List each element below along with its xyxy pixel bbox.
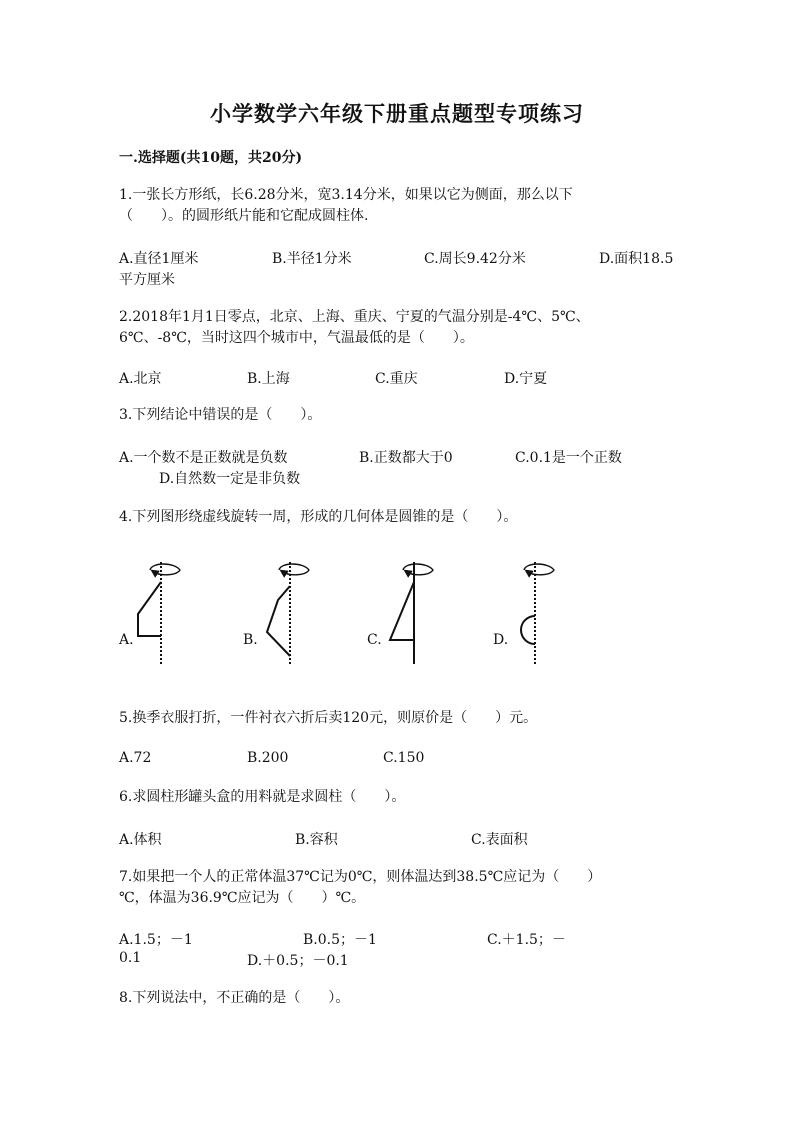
q2-option-c: C.重庆 xyxy=(375,371,418,387)
q1-option-b: B.半径1分米 xyxy=(272,251,352,267)
figure-d-icon xyxy=(521,562,554,664)
q5-option-a: A.72 xyxy=(119,750,152,766)
q3-option-b: B.正数都大于0 xyxy=(359,450,453,466)
q3-option-d: D.自然数一定是非负数 xyxy=(159,471,301,487)
q4-figures xyxy=(110,556,570,668)
q6-option-c: C.表面积 xyxy=(471,832,528,848)
q1-option-d: D.面积18.5 xyxy=(599,251,674,267)
q2-option-d: D.宁夏 xyxy=(504,371,548,387)
q1-option-a: A.直径1厘米 xyxy=(119,251,199,267)
q7-option-a: A.1.5；－1 xyxy=(119,932,193,948)
q6-option-b: B.容积 xyxy=(295,832,338,848)
q5-option-b: B.200 xyxy=(247,750,289,766)
page-title: 小学数学六年级下册重点题型专项练习 xyxy=(210,101,584,126)
q7-option-b: B.0.5；－1 xyxy=(303,932,377,948)
q2-option-b: B.上海 xyxy=(247,371,290,387)
figure-a-icon xyxy=(138,562,180,664)
q2-option-a: A.北京 xyxy=(119,371,162,387)
q7-text-line2: ℃，体温为36.9℃应记为（ ）℃。 xyxy=(119,890,366,906)
q5-option-c: C.150 xyxy=(383,750,425,766)
q2-text-line2: 6℃、-8℃，当时这四个城市中，气温最低的是（ ）。 xyxy=(119,330,474,346)
q5-text-line1: 5.换季衣服打折，一件衬衣六折后卖120元，则原价是（ ）元。 xyxy=(119,710,538,726)
q4-label-b: B. xyxy=(243,632,258,648)
q6-option-a: A.体积 xyxy=(119,832,162,848)
q1-text-line2: （ ）。的圆形纸片能和它配成圆柱体. xyxy=(119,208,369,224)
q1-text-line1: 1.一张长方形纸，长6.28分米，宽3.14分米，如果以它为侧面，那么以下 xyxy=(119,187,573,203)
q4-label-a: A. xyxy=(119,632,134,648)
q2-text-line1: 2.2018年1月1日零点，北京、上海、重庆、宁夏的气温分别是-4℃、5℃、 xyxy=(119,309,590,325)
q3-text-line1: 3.下列结论中错误的是（ ）。 xyxy=(119,407,322,423)
figure-c-icon xyxy=(390,562,433,664)
q3-option-c: C.0.1是一个正数 xyxy=(515,450,622,466)
q4-text-line1: 4.下列图形绕虚线旋转一周，形成的几何体是圆锥的是（ ）。 xyxy=(119,509,518,525)
q8-text-line1: 8.下列说法中，不正确的是（ ）。 xyxy=(119,990,350,1006)
q7-text-line1: 7.如果把一个人的正常体温37℃记为0℃，则体温达到38.5℃应记为（ ） xyxy=(119,869,602,885)
q6-text-line1: 6.求圆柱形罐头盒的用料就是求圆柱（ ）。 xyxy=(119,789,406,805)
figure-b-icon xyxy=(267,562,309,664)
q3-option-a: A.一个数不是正数就是负数 xyxy=(119,450,288,466)
q4-label-c: C. xyxy=(367,632,382,648)
q1-option-d-continued: 平方厘米 xyxy=(119,272,175,288)
q4-label-d: D. xyxy=(493,632,509,648)
section-heading: 一.选择题(共10题，共20分) xyxy=(119,150,303,166)
q7-option-d: D.＋0.5；－0.1 xyxy=(247,953,349,969)
q1-option-c: C.周长9.42分米 xyxy=(424,251,526,267)
q7-option-c: C.＋1.5；－ xyxy=(487,932,566,948)
q7-option-c-continued: 0.1 xyxy=(119,950,142,966)
